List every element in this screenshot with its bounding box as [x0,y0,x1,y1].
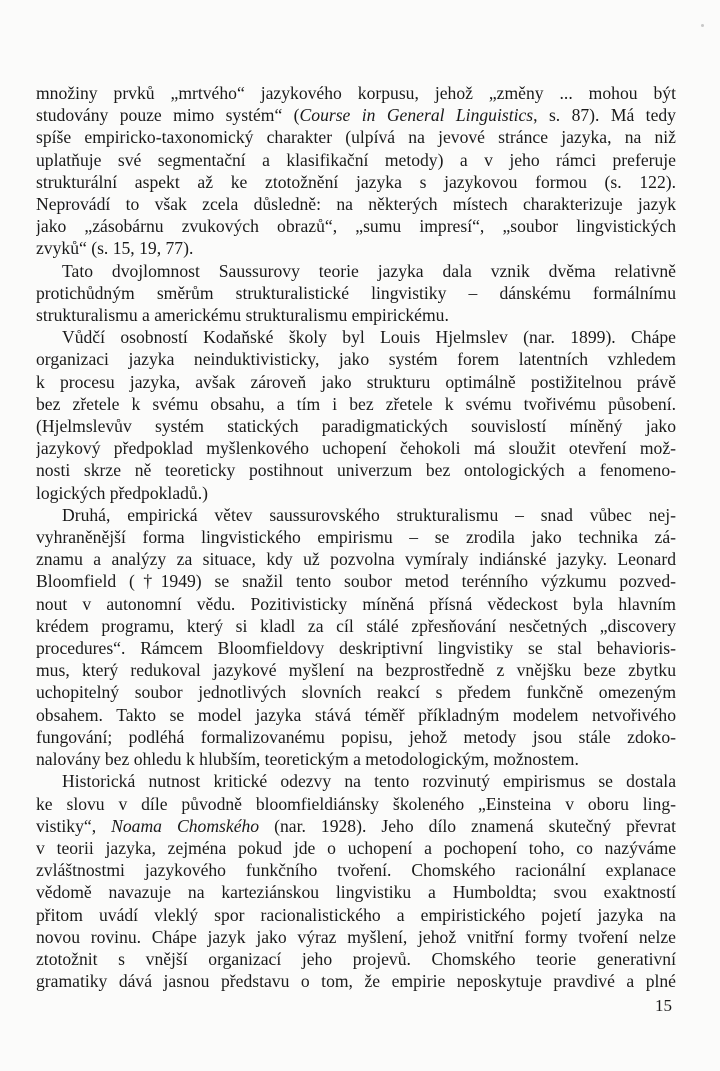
text-line: Neprovádí to však zcela důsledně: na některých místech charakterizuje jazyk [36,194,676,215]
text-line: bez zřetele k svému obsahu, a tím i bez zřetele k svému tvořivému působení. [36,393,676,414]
paragraph-1 [36,82,676,260]
text-line: uplatňuje své segmentační a klasifikační metody) a v jeho rámci preferuje [36,149,676,170]
author-name-italic: Noama Chomského [111,815,260,836]
text-line: zvláštnostmi jazykového funkčního tvoření. Chomského racionální explanace [36,860,676,881]
text-line: znamu a analýzy za situace, kdy už pozvolna vymíraly indiánské jazyky. Leonard [36,549,676,570]
text-line: nalovány bez ohledu k hlubším, teoretickým a metodologickým, možnostem. [36,749,579,770]
text-line: vyhraněnější forma lingvistického empirismu – se zrodila jako technika zá- [36,527,676,548]
text-line-start: vistiky“, [36,815,112,836]
text-line: v teorii jazyka, zejména pokud jde o uchopení a pochopení toho, co nazýváme [36,837,676,858]
text-line: přitom uvádí vleklý spor racionalistického a empiristického pojetí jazyka na [36,904,676,925]
text-line: organizaci jazyka neinduktivisticky, jako systém forem latentních vzhledem [36,349,676,370]
paragraph-2 [36,260,676,327]
text-line: k procesu jazyka, avšak zároveň jako strukturu optimálně postižitelnou právě [36,371,676,392]
text-line [36,104,676,126]
book-title-italic: Course in General Linguistics [299,105,534,126]
text-line-start: studovány pouze mimo systém“ ( [36,105,300,126]
text-line: ztotožnit s vnější organizací jeho projevů. Chomského teorie generativní [36,948,676,969]
text-line: ke slovu v díle původně bloomfieldiánsky školeného „Einsteina v oboru ling- [36,793,676,814]
paragraph-3 [36,326,676,504]
text-line: gramatiky dává jasnou představu o tom, že empirie neposkytuje pravdivé a plné [36,971,676,992]
paragraph-5 [36,770,676,992]
text-line: Historická nutnost kritické odezvy na tento rozvinutý empirismus se dostala [62,771,676,792]
text-line: strukturální aspekt až ke ztotožnění jazyka s jazykovou formou (s. 122). [36,171,676,192]
text-line: jazykový předpoklad myšlenkového uchopení čehokoli má sloužit otevření mož- [36,438,676,459]
text-line: strukturalismu a americkému strukturalismu empirickému. [36,305,449,326]
text-line: jako „zásobárnu zvukových obrazů“, „sumu impresí“, „soubor lingvistických [36,216,676,237]
scan-speck [701,24,704,27]
text-line: procedures“. Rámcem Bloomfieldovy deskriptivní lingvistiky se stal behavioris- [36,638,676,659]
text-line: obsahem. Takto se model jazyka stává téměř příkladným modelem netvořivého [36,704,676,725]
text-line: zvyků“ (s. 15, 19, 77). [36,238,194,259]
text-line: Tato dvojlomnost Saussurovy teorie jazyka dala vznik dvěma relativně [62,260,676,281]
body-text [36,82,676,992]
text-line: novou rovinu. Chápe jazyk jako výraz myšlení, jehož vnitřní formy tvoření nelze [36,926,676,947]
text-line: protichůdným směrům strukturalistické lingvistiky – dánskému formálnímu [36,282,676,303]
text-line: množiny prvků „mrtvého“ jazykového korpusu, jehož „změny ... mohou být [36,83,676,103]
text-line: uchopitelný soubor jednotlivých slovních reakcí s předem funkčně omezeným [36,682,676,703]
text-line: (Hjelmslevův systém statických paradigmatických souvislostí míněný jako [36,416,676,437]
text-line: Druhá, empirická větev saussurovského strukturalismu – snad vůbec nej- [62,504,676,525]
text-line-end: , s. 87). Má tedy [533,105,676,126]
text-line: Vůdčí osobností Kodaňské školy byl Louis Hjelmslev (nar. 1899). Chápe [62,327,676,348]
page-number: 15 [655,996,672,1015]
text-line: fungování; podléhá formalizovanému popisu, jehož metody jsou stále zdoko- [36,726,676,747]
text-line: logických předpokladů.) [36,482,208,503]
text-line [36,815,676,837]
text-line: Bloomfield (†1949) se snažil tento soubor metod terénního výzkumu pozved- [36,571,676,592]
text-line: nosti skrze ně teoreticky postihnout univerzum bez ontologických a fenomeno- [36,460,676,481]
text-line-end: (nar. 1928). Jeho dílo znamená skutečný převrat [259,815,676,836]
text-line: spíše empiricko-taxonomický charakter (ulpívá na jevové stránce jazyka, na niž [36,127,676,148]
text-line: krédem programu, který si kladl za cíl stálé zpřesňování nesčetných „discovery [36,615,676,636]
text-line: mus, který redukoval jazykové myšlení na bezprostředně z vnějšku beze zbytku [36,660,676,681]
text-line: vědomě navazuje na karteziánskou lingvistiku a Humboldta; svou exaktností [36,882,676,903]
paragraph-4 [36,504,676,770]
text-line: nout v autonomní vědu. Pozitivisticky míněná přísná vědeckost byla hlavním [36,593,676,614]
